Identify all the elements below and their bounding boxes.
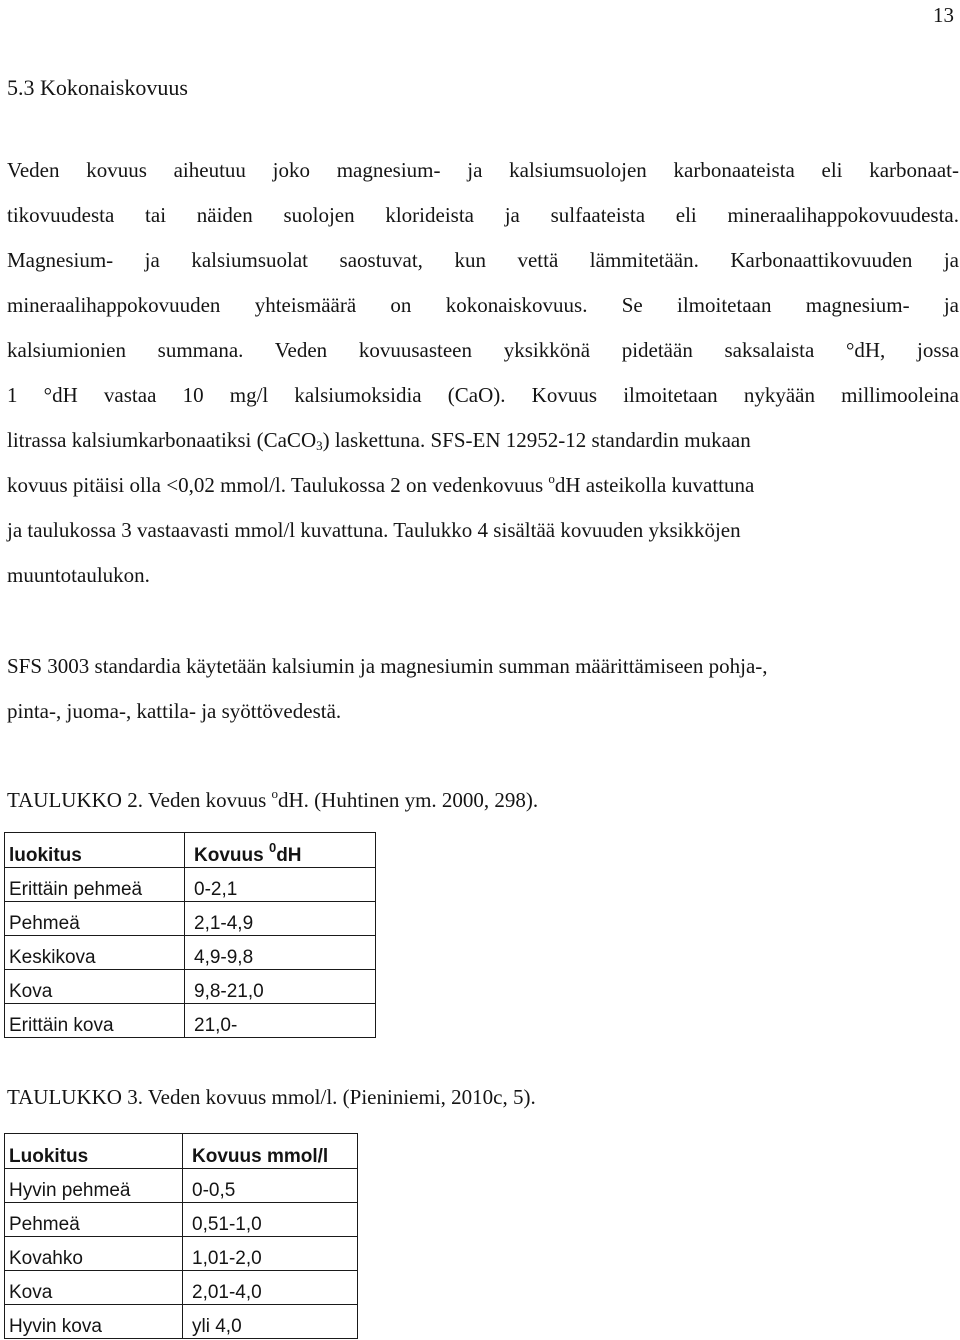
- paragraph-line: [7, 463, 959, 508]
- table-row: [5, 1305, 358, 1339]
- class-cell: Keskikova: [5, 936, 185, 970]
- class-cell: Erittäin kova: [5, 1004, 185, 1038]
- paragraph-line: pinta-, juoma-, kattila- ja syöttövedestä.: [7, 699, 342, 723]
- text-fragment: dH: [276, 845, 302, 866]
- table-row: [5, 868, 376, 902]
- paragraph-line: muuntotaulukon.: [7, 563, 150, 587]
- table-row: [5, 1004, 376, 1038]
- page-number: 13: [933, 3, 954, 27]
- text-fragment: Kovuus: [194, 845, 269, 866]
- paragraph-line: kalsiumionien summana. Veden kovuusasteen yksikkönä pidetään saksalaista °dH, jossa: [7, 338, 959, 362]
- header-cell-class: luokitus: [5, 833, 185, 868]
- value-cell: 0-2,1: [185, 868, 376, 902]
- hardness-dh-table: [4, 832, 376, 1038]
- paragraph-line: Veden kovuus aiheutuu joko magnesium- ja kalsiumsuolojen karbonaateista eli karbonaat-: [7, 158, 959, 182]
- paragraph-line: tikovuudesta tai näiden suolojen klorideista ja sulfaateista eli mineraalihappokovuudesta.: [7, 203, 959, 227]
- value-cell: 2,01-4,0: [183, 1271, 358, 1305]
- table-header-row: [5, 833, 376, 868]
- value-cell: 9,8-21,0: [185, 970, 376, 1004]
- value-cell: 1,01-2,0: [183, 1237, 358, 1271]
- paragraph-line: Magnesium- ja kalsiumsuolat saostuvat, kun vettä lämmitetään. Karbonaattikovuuden ja: [7, 248, 959, 272]
- hardness-mmol-table: [4, 1133, 358, 1339]
- class-cell: Hyvin pehmeä: [5, 1169, 183, 1203]
- superscript: o: [271, 786, 278, 801]
- paragraph-line: ja taulukossa 3 vastaavasti mmol/l kuvattuna. Taulukko 4 sisältää kovuuden yksikköjen: [7, 518, 741, 542]
- header-cell-hardness: Kovuus mmol/l: [183, 1134, 358, 1169]
- table-row: [5, 1271, 358, 1305]
- paragraph-line: SFS 3003 standardia käytetään kalsiumin ja magnesiumin summan määrittämiseen pohja-,: [7, 654, 768, 678]
- paragraph-line: mineraalihappokovuuden yhteismäärä on kokonaiskovuus. Se ilmoitetaan magnesium- ja: [7, 293, 959, 317]
- header-cell-class: Luokitus: [5, 1134, 183, 1169]
- superscript: 0: [268, 840, 277, 855]
- class-cell: Hyvin kova: [5, 1305, 183, 1339]
- value-cell: 21,0-: [185, 1004, 376, 1038]
- paragraph-total-hardness: [7, 148, 959, 598]
- class-cell: Kova: [5, 970, 185, 1004]
- table-row: [5, 970, 376, 1004]
- table-row: [5, 1203, 358, 1237]
- class-cell: Kovahko: [5, 1237, 183, 1271]
- value-cell: 0-0,5: [183, 1169, 358, 1203]
- class-cell: Pehmeä: [5, 1203, 183, 1237]
- table3-caption: TAULUKKO 3. Veden kovuus mmol/l. (Pieniniemi, 2010c, 5).: [7, 1085, 536, 1109]
- class-cell: Kova: [5, 1271, 183, 1305]
- superscript: o: [548, 471, 555, 486]
- paragraph-line: [7, 418, 959, 463]
- text-fragment: dH. (Huhtinen ym. 2000, 298).: [278, 788, 539, 812]
- class-cell: Pehmeä: [5, 902, 185, 936]
- text-fragment: kovuus pitäisi olla <0,02 mmol/l. Taulukossa 2 on vedenkovuus: [7, 473, 549, 497]
- section-heading: 5.3 Kokonaiskovuus: [7, 75, 188, 100]
- text-fragment: dH asteikolla kuvattuna: [554, 473, 755, 497]
- paragraph-line: 1 °dH vastaa 10 mg/l kalsiumoksidia (CaO). Kovuus ilmoitetaan nykyään millimooleina: [7, 383, 959, 407]
- table-row: [5, 902, 376, 936]
- value-cell: 0,51-1,0: [183, 1203, 358, 1237]
- table-header-row: [5, 1134, 358, 1169]
- value-cell: 2,1-4,9: [185, 902, 376, 936]
- table-row: [5, 1237, 358, 1271]
- subscript: 3: [316, 438, 323, 453]
- class-cell: Erittäin pehmeä: [5, 868, 185, 902]
- paragraph-sfs-3003: [7, 644, 959, 734]
- table2-caption: [7, 788, 538, 813]
- value-cell: 4,9-9,8: [185, 936, 376, 970]
- value-cell: yli 4,0: [183, 1305, 358, 1339]
- text-fragment: litrassa kalsiumkarbonaatiksi (CaCO: [7, 428, 317, 452]
- table-row: [5, 1169, 358, 1203]
- text-fragment: TAULUKKO 2. Veden kovuus: [7, 788, 272, 812]
- table-row: [5, 936, 376, 970]
- header-cell-hardness: [185, 833, 376, 868]
- text-fragment: ) laskettuna. SFS-EN 12952-12 standardin mukaan: [322, 428, 751, 452]
